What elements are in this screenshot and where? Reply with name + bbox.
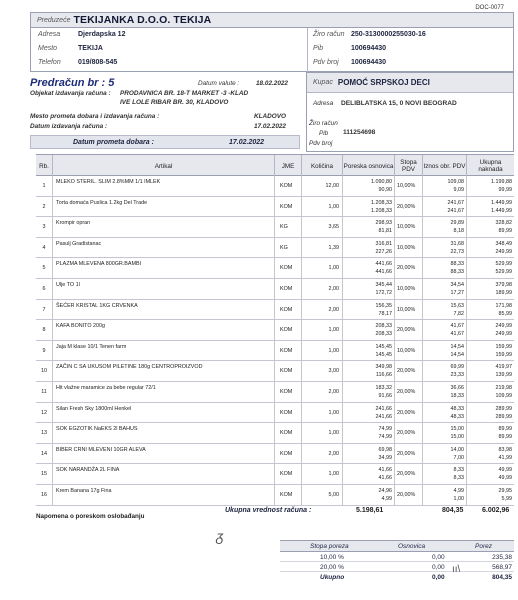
row-vat-total: 31,68 [450,240,464,247]
items-table-body [36,176,514,506]
row-number: 14 [41,450,47,457]
seller-address: Djerdapska 12 [78,31,126,38]
row-quantity: 3,00 [328,368,339,375]
tax-amount: 568,97 [492,564,512,571]
row-amount-unit: 89,99 [498,228,512,235]
row-article: ZAČIN C SA UKUSOM PILETINE 180g CENTROPROIZVOD [56,364,203,371]
table-row [36,361,514,382]
row-amount-total: 1.199,88 [491,179,512,185]
row-vat-unit: 23,33 [450,372,464,379]
row-amount-total: 379,98 [495,281,512,288]
seller-pib: 100694430 [351,45,387,52]
row-number: 1 [42,183,46,189]
row-unit: KOM [280,306,293,313]
buyer-pib-label: Pib [319,130,329,137]
row-article: Silan Fresh Sky 1800ml Henkel [56,405,132,412]
trade-date: 17.02.2022 [229,138,265,146]
row-base-total: 349,98 [375,364,392,371]
row-amount-total: 348,49 [495,240,512,247]
tax-rate: 10,00 % [320,554,344,561]
table-row [36,423,514,444]
row-base-total: 156,35 [375,302,392,309]
row-base-unit: 1.208,33 [371,207,392,214]
row-amount-total: 419,97 [495,364,512,371]
trade-city: KLADOVO [254,113,286,120]
row-number: 12 [41,409,47,416]
seller-pdv: 100694430 [351,59,387,66]
row-vat-total: 8,33 [453,467,464,474]
seller-address-label: Adresa [38,31,61,38]
row-article: Torta domaća Puslica 1.2kg Del Trade [56,199,148,206]
row-vat-rate: 10,00% [397,285,416,292]
row-vat-unit: 15,00 [450,434,464,441]
table-row [36,238,514,259]
tax-rate: 20,00 % [320,564,344,571]
row-amount-unit: 99,99 [498,187,512,193]
row-number: 3 [42,224,46,231]
row-number: 15 [41,471,47,478]
row-amount-total: 219,98 [495,384,512,391]
tax-summary-table [280,540,514,582]
row-unit: KOM [280,409,293,416]
row-base-unit: 81,81 [378,228,392,235]
row-quantity: 1,00 [328,327,339,334]
row-base-unit: 74,99 [378,434,392,441]
row-vat-rate: 20,00% [397,388,416,395]
items-table-header [36,154,514,176]
row-base-unit: 41,66 [378,475,392,482]
row-amount-unit: 139,99 [495,372,512,379]
row-vat-unit: 8,18 [453,228,464,235]
row-amount-total: 171,98 [495,302,512,309]
invoice-total-vat: 804,35 [442,507,464,514]
row-amount-unit: 289,99 [495,413,512,420]
row-unit: KOM [280,450,293,457]
row-base-total: 441,66 [375,261,392,268]
row-base-unit: 116,66 [375,372,392,379]
row-article: SOK NARANDŽA 2L FINA [56,467,120,474]
row-vat-total: 36,66 [450,384,464,391]
row-base-unit: 172,72 [375,289,392,296]
row-vat-unit: 7,82 [453,310,464,317]
row-vat-rate: 10,00% [397,224,416,231]
row-vat-unit: 17,27 [450,289,464,296]
row-base-unit: 4,99 [381,495,392,502]
row-vat-total: 14,00 [450,446,464,453]
row-vat-total: 15,00 [450,426,464,433]
tax-header-tax: Porez [475,543,492,550]
row-amount-total: 83,98 [498,446,512,453]
row-article: Hit vlažne maramice za bebe regular 72/1 [56,384,156,391]
row-vat-unit: 14,54 [450,351,464,358]
row-vat-total: 29,89 [450,220,464,227]
row-vat-rate: 20,00% [397,265,416,272]
row-amount-total: 529,99 [495,261,512,268]
table-row [36,320,514,341]
row-amount-unit: 1.449,99 [491,207,512,214]
row-quantity: 1,00 [328,203,339,210]
invoice-total-base: 5.198,61 [356,507,384,514]
tax-exemption-note: Napomena o poreskom oslobađanju [36,513,145,520]
row-vat-rate: 20,00% [397,450,416,457]
issue-date-label: Datum izdavanja računa : [30,123,108,130]
seller-account-label: Žiro račun [313,31,345,38]
value-date: 18.02.2022 [256,80,288,87]
row-number: 2 [42,203,46,210]
row-amount-total: 289,99 [495,405,512,412]
row-amount-unit: 109,99 [495,392,512,399]
table-row [36,279,514,300]
row-base-total: 24,96 [378,487,392,494]
row-quantity: 3,65 [328,224,339,231]
row-base-unit: 145,45 [375,351,392,358]
row-amount-total: 159,99 [495,343,512,350]
value-date-label: Datum valute : [198,80,240,87]
row-quantity: 2,00 [328,285,339,292]
row-article: KAFA BONITO 200g [56,323,106,330]
row-vat-total: 241,67 [447,199,464,206]
table-row [36,217,514,238]
header-jme: JME [274,155,301,177]
header-stopa: Stopa PDV [394,155,422,177]
row-vat-unit: 41,67 [450,331,464,338]
trade-date-label: Datum prometa dobara : [73,138,154,146]
row-amount-total: 89,99 [498,426,512,433]
row-vat-total: 15,63 [450,302,464,309]
seller-details [31,28,513,72]
header-artikal: Artikal [52,155,274,177]
row-number: 13 [41,430,47,437]
row-article: PLAZMA MLEVENA 800GR.BAMBI [56,261,142,268]
row-unit: KG [280,244,288,251]
row-unit: KOM [280,265,293,272]
row-amount-unit: 249,99 [495,248,512,255]
buyer-title-bar [307,73,513,93]
row-amount-unit: 5,99 [501,495,512,502]
row-amount-unit: 159,99 [495,351,512,358]
row-quantity: 1,00 [328,265,339,272]
row-quantity: 12,00 [325,183,339,189]
header-ukupno: Ukupna naknada [466,155,514,177]
row-vat-unit: 88,33 [450,269,464,276]
row-base-total: 345,44 [375,281,392,288]
row-base-unit: 78,17 [378,310,392,317]
row-number: 5 [42,265,46,272]
seller-city: TEKIJA [78,45,103,52]
row-base-total: 41,66 [378,467,392,474]
tax-summary-header [280,540,514,552]
table-row [36,300,514,321]
tax-base: 0,00 [432,564,445,571]
row-base-unit: 34,99 [378,454,392,461]
row-number: 9 [42,347,46,354]
row-amount-unit: 41,99 [498,454,512,461]
row-vat-rate: 20,00% [397,409,416,416]
signature-mark: ᵹ [216,528,224,544]
row-quantity: 2,00 [328,388,339,395]
tax-header-base: Osnovica [398,543,426,550]
row-article: Krompir opran [56,220,91,227]
header-kolicina: Količina [301,155,342,177]
row-quantity: 1,39 [328,244,339,251]
buyer-pdv-label: Pdv broj [309,140,333,147]
header-rb: Rb. [39,162,49,170]
buyer-address-label: Adresa [313,100,334,107]
row-article: BIBER CRNI MLEVENI 10GR ALEVA [56,446,146,453]
row-base-unit: 227,26 [375,248,392,255]
row-amount-total: 49,99 [498,467,512,474]
tax-total-base: 0,00 [432,574,445,581]
buyer-box [306,72,514,152]
row-vat-unit: 18,33 [450,392,464,399]
row-vat-unit: 8,33 [453,475,464,482]
row-vat-unit: 9,09 [453,187,464,193]
row-amount-total: 1.449,99 [491,199,512,206]
row-number: 8 [42,327,46,334]
seller-name: TEKIJANKA D.O.O. TEKIJA [73,14,212,26]
row-vat-rate: 20,00% [397,491,416,498]
table-row [36,444,514,465]
row-amount-unit: 189,99 [495,289,512,296]
row-article: Jaja M klase 10/1 Tenen farm [56,343,127,350]
row-vat-total: 14,54 [450,343,464,350]
row-quantity: 1,00 [328,347,339,354]
row-vat-total: 109,08 [447,179,464,185]
row-vat-unit: 48,33 [450,413,464,420]
row-vat-rate: 20,00% [397,203,416,210]
row-number: 16 [41,491,47,498]
seller-header [30,12,514,72]
row-base-total: 183,32 [375,384,392,391]
row-vat-unit: 1,00 [453,495,464,502]
row-base-total: 241,66 [375,405,392,412]
row-number: 10 [41,368,47,375]
table-row [36,464,514,485]
seller-pdv-label: Pdv broj [313,59,339,66]
row-vat-total: 69,99 [450,364,464,371]
trade-city-label: Mesto prometa dobara i izdavanja računa : [30,113,160,120]
seller-pib-label: Pib [313,45,324,52]
header-osnovica: Poreska osnovica [342,155,394,177]
row-base-total: 74,99 [378,426,392,433]
row-vat-unit: 7,00 [453,454,464,461]
row-vat-total: 41,67 [450,323,464,330]
row-unit: KOM [280,183,293,189]
place-line-1: PRODAVNICA BR. 18-T MARKET -3 -KLAD [120,90,249,97]
row-base-total: 298,93 [375,220,392,227]
row-unit: KOM [280,368,293,375]
row-vat-rate: 20,00% [397,471,416,478]
row-quantity: 1,00 [328,471,339,478]
row-quantity: 5,00 [328,491,339,498]
seller-label: Preduzeće [37,16,71,24]
row-article: SOK EGZOTIK NaEKS 2l BAHUS [56,426,138,433]
row-base-total: 316,81 [375,240,392,247]
seller-phone-label: Telefon [38,59,61,66]
row-unit: KOM [280,471,293,478]
table-row [36,341,514,362]
row-base-total: 1.090,80 [371,179,392,185]
row-article: Ulje TO 1l [56,281,80,288]
row-amount-total: 328,82 [495,220,512,227]
row-number: 11 [41,388,47,395]
document-code: DOC-0077 [475,5,504,11]
tax-row [280,552,514,562]
row-base-unit: 441,66 [375,269,392,276]
row-unit: KOM [280,327,293,334]
tax-row [280,562,514,572]
pen-marks: ıı\ [452,564,461,575]
row-unit: KOM [280,285,293,292]
row-vat-rate: 20,00% [397,430,416,437]
row-amount-unit: 89,99 [498,434,512,441]
seller-account: 250-3130000255030-16 [351,31,426,38]
header-divider [307,28,308,72]
row-article: MLEKO STERIL. SLIM 2.8%MM 1/1 IMLEK [56,179,161,185]
header-pdv: Iznos obr. PDV [422,155,466,177]
row-quantity: 1,00 [328,409,339,416]
table-row [36,403,514,424]
row-vat-total: 4,99 [453,487,464,494]
table-row [36,176,514,197]
row-article: Krem Banana 17g Fina [56,487,112,494]
row-base-unit: 241,66 [375,413,392,420]
table-row [36,197,514,218]
row-quantity: 2,00 [328,306,339,313]
row-amount-unit: 85,99 [498,310,512,317]
invoice-total-label: Ukupna vrednost računa : [225,507,312,514]
tax-total-amount: 804,35 [492,574,512,581]
row-amount-unit: 249,99 [495,331,512,338]
row-vat-rate: 20,00% [397,368,416,375]
trade-date-box [30,135,300,149]
seller-title-bar [31,13,513,28]
tax-header-rate: Stopa poreza [310,543,349,550]
place-line-2: IVE LOLE RIBAR BR. 30, KLADOVO [120,99,229,106]
row-quantity: 2,00 [328,450,339,457]
row-number: 7 [42,306,46,313]
buyer-address: DELIBLATSKA 15, 0 NOVI BEOGRAD [341,100,457,107]
row-base-unit: 208,33 [375,331,392,338]
row-amount-total: 29,95 [498,487,512,494]
buyer-pib: 111254698 [343,129,376,136]
row-unit: KOM [280,491,293,498]
place-label: Objekat izdavanja računa : [30,90,111,97]
row-base-unit: 91,66 [378,392,392,399]
row-vat-rate: 10,00% [397,183,416,189]
row-vat-rate: 20,00% [397,327,416,334]
table-row [36,258,514,279]
row-number: 4 [42,244,46,251]
row-article: Pasulj Gradistanac [56,240,102,247]
tax-base: 0,00 [432,554,445,561]
seller-phone: 019/808-545 [78,59,118,66]
row-vat-unit: 241,67 [447,207,464,214]
invoice-title: Predračun br : 5 [30,77,115,89]
row-base-unit: 90,90 [378,187,392,193]
row-vat-rate: 10,00% [397,347,416,354]
invoice-total-amount: 6.002,96 [482,507,510,514]
row-base-total: 69,98 [378,446,392,453]
row-vat-rate: 10,00% [397,306,416,313]
row-vat-unit: 22,73 [450,248,464,255]
buyer-account-label: Žiro račun [309,120,338,127]
tax-total-label: Ukupno [320,574,345,581]
row-unit: KOM [280,430,293,437]
row-base-total: 1.208,33 [371,199,392,206]
buyer-label: Kupac [313,79,333,86]
row-article: ŠEĆER KRISTAL 1KG CRVENKA [56,302,138,309]
issue-date: 17.02.2022 [254,123,286,130]
row-vat-total: 48,33 [450,405,464,412]
row-amount-unit: 529,99 [495,269,512,276]
table-row [36,485,514,506]
row-amount-unit: 49,99 [498,475,512,482]
row-base-total: 145,45 [375,343,392,350]
row-unit: KOM [280,203,293,210]
row-quantity: 1,00 [328,430,339,437]
row-vat-total: 88,33 [450,261,464,268]
tax-amount: 235,38 [492,554,512,561]
buyer-name: POMOĆ SRPSKOJ DECI [337,78,430,87]
seller-city-label: Mesto [38,45,58,52]
row-amount-total: 249,99 [495,323,512,330]
table-row [36,382,514,403]
row-vat-rate: 10,00% [397,244,416,251]
row-unit: KOM [280,347,293,354]
row-unit: KG [280,224,288,231]
row-base-total: 208,33 [375,323,392,330]
row-unit: KOM [280,388,293,395]
row-vat-total: 34,54 [450,281,464,288]
row-number: 6 [42,285,46,292]
tax-total-row [280,572,514,582]
